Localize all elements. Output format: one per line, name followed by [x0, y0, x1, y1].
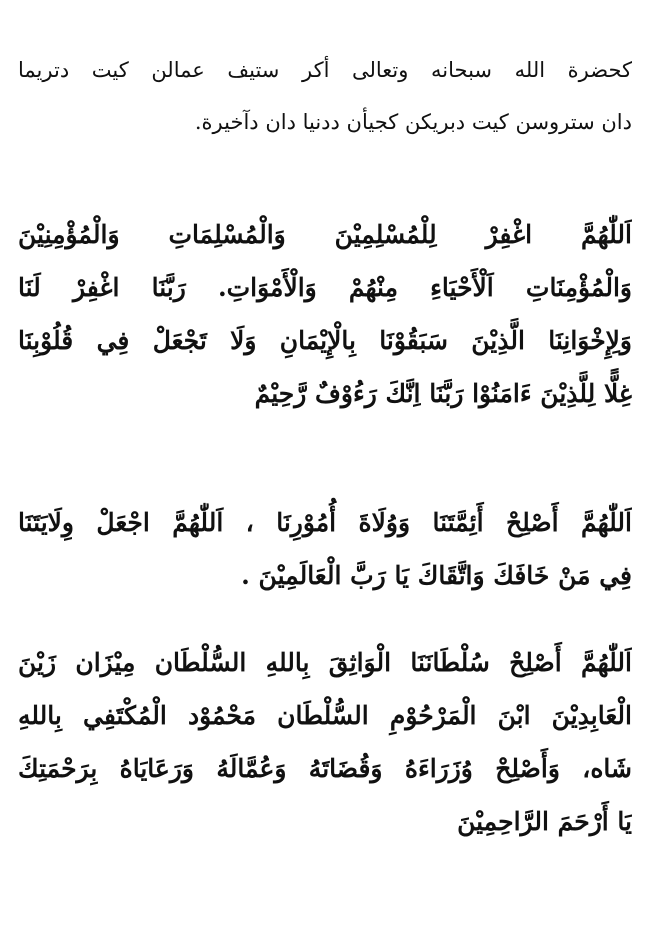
- prayer-line: اَللّٰهُمَّ أَصْلِحْ سُلْطَانَنَا الْوَاثِقَ بِاللهِ السُّلْطَان مِيْزَان زَيْنَ: [18, 648, 632, 677]
- prayer-line: وَلِإِخْوَانِنَا الَّذِيْنَ سَبَقُوْنَا بِالْإِيْمَانِ وَلَا تَجْعَلْ فِي قُلُوْبِنَا: [18, 326, 632, 355]
- intro-paragraph: [18, 44, 632, 148]
- prayer-line: اَللّٰهُمَّ أَصْلِحْ أَئِمَّتَنَا وَوُلَاةَ أُمُوْرِنَا ، اَللّٰهُمَّ اجْعَلْ وِلَايَتَنَا: [18, 508, 632, 537]
- prayer-line: يَا أَرْحَمَ الرَّاحِمِيْنَ: [457, 807, 632, 836]
- intro-line: كحضرة الله سبحانه وتعالى أكر ستيف عمالن كيت دتريما: [18, 58, 632, 82]
- prayer-paragraph-forgiveness: [18, 208, 632, 420]
- prayer-line: وَالْمُؤْمِنَاتِ اَلْأَحْيَاءِ مِنْهُمْ وَالْأَمْوَاتِ. رَبَّنَا اغْفِرْ لَنَا: [18, 273, 632, 302]
- prayer-line: الْعَابِدِيْنَ ابْنَ الْمَرْحُوْمِ السُّلْطَان مَحْمُوْد الْمُكْتَفِي بِاللهِ: [18, 701, 632, 730]
- intro-line: دان ستروسن كيت دبريكن كجيأن ددنيا دان دآخيرة.: [194, 110, 632, 134]
- prayer-paragraph-sultan: [18, 636, 632, 848]
- prayer-line: فِي مَنْ خَافَكَ وَاتَّقَاكَ يَا رَبَّ الْعَالَمِيْنَ .: [241, 561, 632, 590]
- prayer-paragraph-leaders: [18, 496, 632, 602]
- prayer-line: شَاه، وَأَصْلِحْ وُزَرَاءَهُ وَقُضَاتَهُ وَعُمَّالَهُ وَرَعَايَاهُ بِرَحْمَتِكَ: [18, 754, 632, 783]
- prayer-line: اَللّٰهُمَّ اغْفِرْ لِلْمُسْلِمِيْنَ وَالْمُسْلِمَاتِ وَالْمُؤْمِنِيْنَ: [18, 220, 632, 249]
- prayer-line: غِلًّا لِلَّذِيْنَ ءَامَنُوْا رَبَّنَا اِنَّكَ رَءُوْفٌ رَّحِيْمٌ: [254, 379, 632, 408]
